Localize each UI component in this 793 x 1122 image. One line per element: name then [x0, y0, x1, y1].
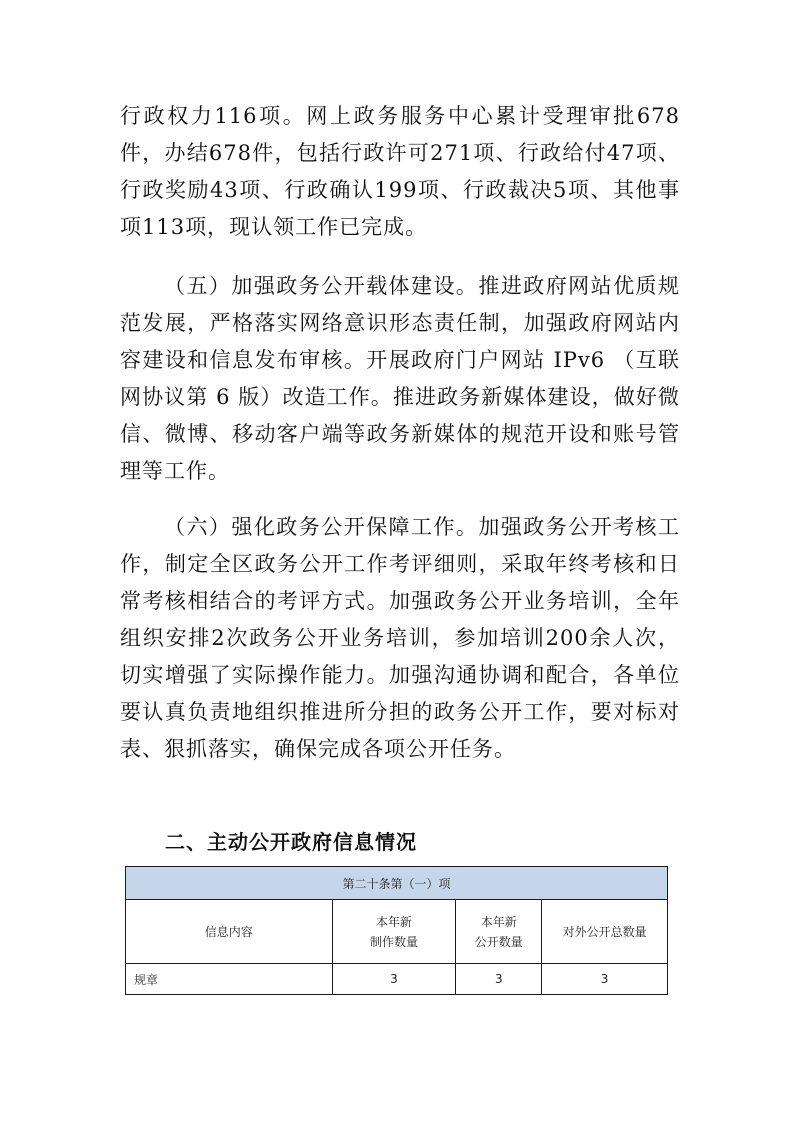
cell-new-made: 3: [332, 964, 456, 995]
table-row: [126, 964, 668, 995]
table-section-title: 第二十条第（一）项: [126, 867, 668, 900]
table-header-row: [126, 900, 668, 964]
paragraph-guarantee-work: （六）强化政务公开保障工作。加强政务公开考核工作，制定全区政务公开工作考评细则，采取年终考核和日常考核相结合的考评方式。加强政务公开业务培训，全年组织安排2次政务公开业务培训，参加培训200余人次，切实增强了实际操作能力。加强沟通协调和配合，各单位要认真负责地组织推进所分担的政务公开工作，要对标对表、狠抓落实，确保完成各项公开任务。: [120, 515, 680, 761]
header-total-public: 对外公开总数量: [542, 900, 668, 964]
cell-total: 3: [542, 964, 668, 995]
header-new-made-line1: 本年新: [375, 914, 412, 929]
paragraph-administrative-power: 行政权力116项。网上政务服务中心累计受理审批678件，办结678件，包括行政许可271项、行政给付47项、行政奖励43项、行政确认199项、行政裁决5项、其他事项113项，现认领工作已完成。: [120, 104, 680, 239]
table-section-row: [126, 867, 668, 900]
paragraph-platform-construction: （五）加强政务公开载体建设。推进政府网站优质规范发展，严格落实网络意识形态责任制，加强政府网站内容建设和信息发布审核。开展政府门户网站 IPv6 （互联网协议第 6 版）改造工作。推进政务新媒体建设，做好微信、微博、移动客户端等政务新媒体的规范开设和账号管理等工作。: [120, 274, 680, 483]
header-new-made: [332, 900, 456, 964]
header-new-public: [456, 900, 542, 964]
header-content: 信息内容: [126, 900, 333, 964]
header-new-public-line2: 公开数量: [474, 934, 523, 949]
header-new-public-line1: 本年新: [480, 914, 517, 929]
cell-new-public: 3: [456, 964, 542, 995]
cell-content: 规章: [126, 964, 333, 995]
header-new-made-line2: 制作数量: [369, 934, 418, 949]
section-heading: 二、主动公开政府信息情况: [165, 830, 417, 854]
disclosure-table: [125, 866, 668, 995]
